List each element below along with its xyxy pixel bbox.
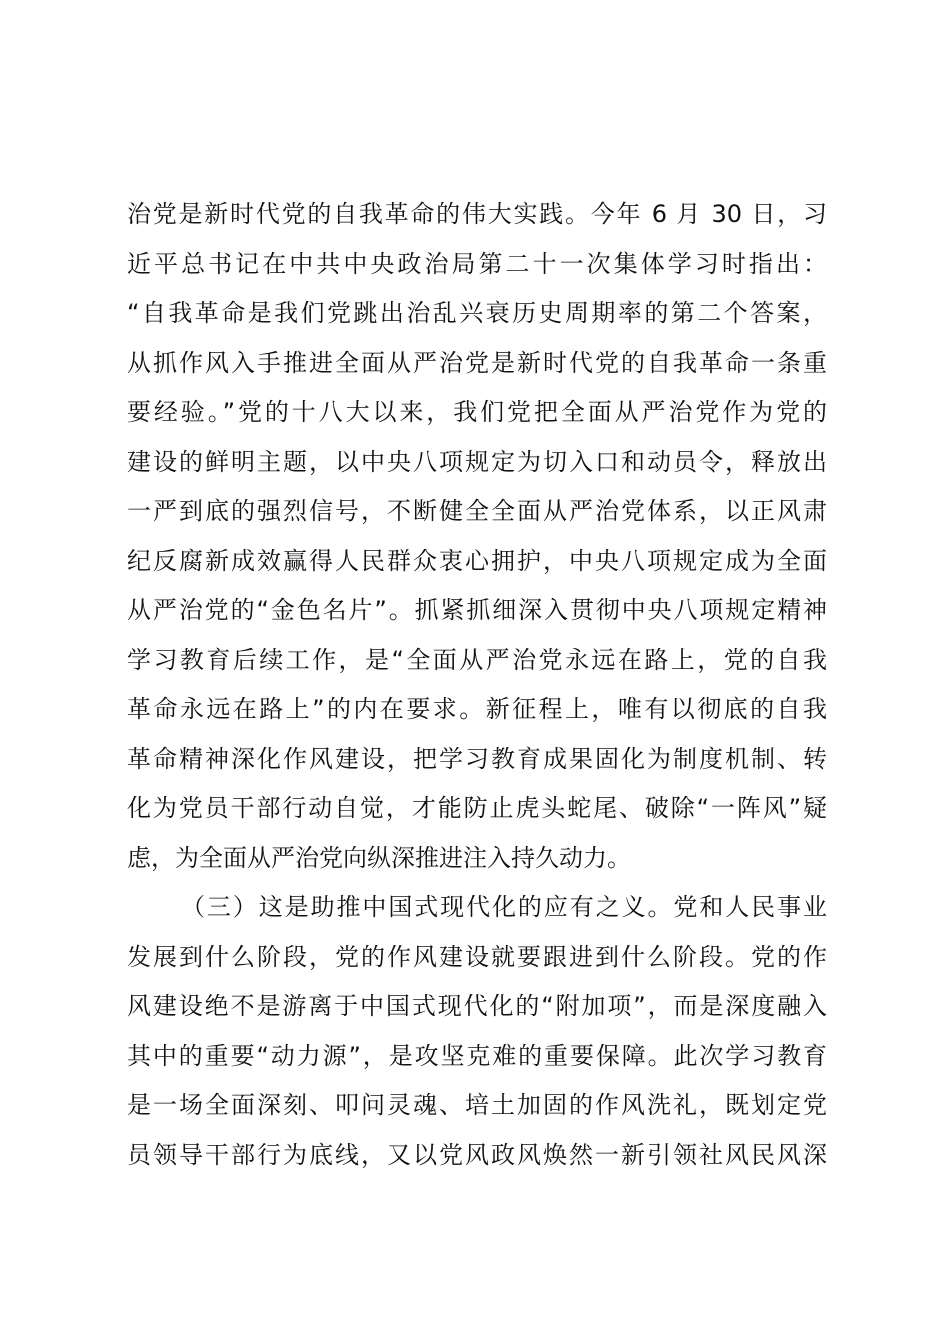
paragraph-1-line: 从抓作风入手推进全面从严治党是新时代党的自我革命一条重 — [127, 348, 827, 377]
paragraph-1-line: 要经验。”党的十八大以来，我们党把全面从严治党作为党的 — [127, 398, 827, 426]
paragraph-1-line: 近平总书记在中共中央政治局第二十一次集体学习时指出： — [127, 249, 827, 278]
paragraph-2 — [127, 883, 827, 1180]
paragraph-2-line: 风建设绝不是游离于中国式现代化的“附加项”，而是深度融入 — [127, 992, 827, 1020]
paragraph-2-line: 员领导干部行为底线，又以党风政风焕然一新引领社风民风深 — [127, 1140, 827, 1169]
paragraph-1-line: 虑，为全面从严治党向纵深推进注入持久动力。 — [127, 843, 631, 872]
paragraph-1-line: 革命精神深化作风建设，把学习教育成果固化为制度机制、转 — [127, 744, 827, 773]
paragraph-1-line: “自我革命是我们党跳出治乱兴衰历史周期率的第二个答案， — [127, 299, 827, 327]
paragraph-1 — [127, 190, 827, 883]
paragraph-2-heading-line: （三）这是助推中国式现代化的应有之义。党和人民事业 — [181, 893, 827, 921]
paragraph-1-line: 化为党员干部行动自觉，才能防止虎头蛇尾、破除“一阵风”疑 — [127, 794, 827, 822]
paragraph-1-line: 建设的鲜明主题，以中央八项规定为切入口和动员令，释放出 — [127, 447, 827, 476]
paragraph-1-line: 一严到底的强烈信号，不断健全全面从严治党体系，以正风肃 — [127, 497, 827, 525]
paragraph-1-line: 学习教育后续工作，是“全面从严治党永远在路上，党的自我 — [127, 645, 827, 674]
paragraph-1-line: 治党是新时代党的自我革命的伟大实践。今年 6 月 30 日，习 — [127, 200, 827, 228]
paragraph-2-line: 其中的重要“动力源”，是攻坚克难的重要保障。此次学习教育 — [127, 1041, 827, 1070]
paragraph-1-line: 革命永远在路上”的内在要求。新征程上，唯有以彻底的自我 — [127, 695, 827, 723]
paragraph-2-line: 发展到什么阶段，党的作风建设就要跟进到什么阶段。党的作 — [127, 942, 827, 971]
paragraph-1-line: 纪反腐新成效赢得人民群众衷心拥护，中央八项规定成为全面 — [127, 546, 827, 575]
paragraph-1-line: 从严治党的“金色名片”。抓紧抓细深入贯彻中央八项规定精神 — [127, 596, 827, 624]
paragraph-2-line: 是一场全面深刻、叩问灵魂、培土加固的作风洗礼，既划定党 — [127, 1091, 827, 1119]
